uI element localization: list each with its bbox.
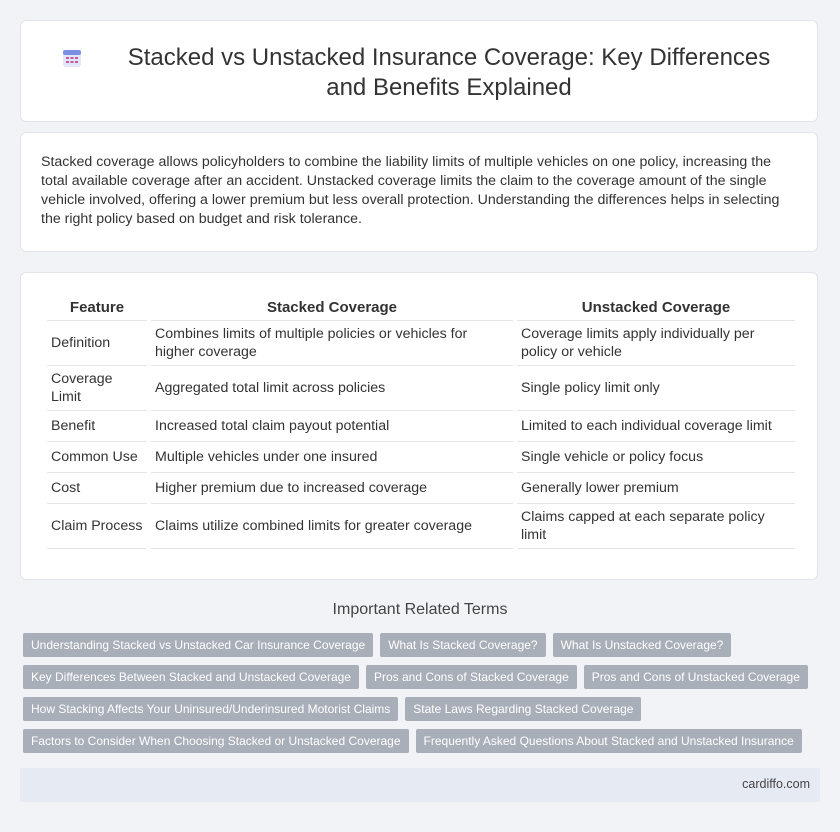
column-header: Feature <box>47 293 147 321</box>
tag-row <box>23 697 823 721</box>
related-term-tag[interactable]: What Is Stacked Coverage? <box>380 633 545 657</box>
table-cell: Higher premium due to increased coverage <box>151 473 513 504</box>
table-cell: Combines limits of multiple policies or vehicles for higher coverage <box>151 321 513 366</box>
table-header-row <box>47 293 795 321</box>
related-term-tag[interactable]: What Is Unstacked Coverage? <box>553 633 732 657</box>
related-term-tag[interactable]: Understanding Stacked vs Unstacked Car Insurance Coverage <box>23 633 373 657</box>
tag-row <box>23 633 823 657</box>
table-row <box>47 473 795 504</box>
tag-row <box>23 729 823 753</box>
footer <box>20 768 820 802</box>
table-row <box>47 411 795 442</box>
table-cell: Generally lower premium <box>517 473 795 504</box>
related-term-tag[interactable]: How Stacking Affects Your Uninsured/Underinsured Motorist Claims <box>23 697 398 721</box>
table-cell: Limited to each individual coverage limit <box>517 411 795 442</box>
related-terms-list <box>23 633 823 761</box>
table-cell: Definition <box>47 321 147 366</box>
related-term-tag[interactable]: Key Differences Between Stacked and Unstacked Coverage <box>23 665 359 689</box>
related-term-tag[interactable]: Pros and Cons of Unstacked Coverage <box>584 665 808 689</box>
column-header: Stacked Coverage <box>151 293 513 321</box>
table-cell: Single policy limit only <box>517 366 795 411</box>
page-title: Stacked vs Unstacked Insurance Coverage: Key Differences and Benefits Explained <box>127 44 771 101</box>
table-cell: Single vehicle or policy focus <box>517 442 795 473</box>
table-cell: Benefit <box>47 411 147 442</box>
table-row <box>47 321 795 366</box>
comparison-table <box>43 293 799 549</box>
related-term-tag[interactable]: Factors to Consider When Choosing Stacked or Unstacked Coverage <box>23 729 409 753</box>
comparison-card <box>20 272 818 580</box>
tag-row <box>23 665 823 689</box>
table-cell: Claim Process <box>47 504 147 549</box>
table-cell: Coverage limits apply individually per policy or vehicle <box>517 321 795 366</box>
table-cell: Multiple vehicles under one insured <box>151 442 513 473</box>
related-term-tag[interactable]: Pros and Cons of Stacked Coverage <box>366 665 577 689</box>
related-terms-heading: Important Related Terms <box>332 601 508 618</box>
related-term-tag[interactable]: State Laws Regarding Stacked Coverage <box>405 697 641 721</box>
table-cell: Common Use <box>47 442 147 473</box>
table-row <box>47 442 795 473</box>
table-cell: Aggregated total limit across policies <box>151 366 513 411</box>
table-cell: Coverage Limit <box>47 366 147 411</box>
column-header: Unstacked Coverage <box>517 293 795 321</box>
table-cell: Increased total claim payout potential <box>151 411 513 442</box>
related-term-tag[interactable]: Frequently Asked Questions About Stacked and Unstacked Insurance <box>416 729 802 753</box>
table-row <box>47 366 795 411</box>
table-row <box>47 504 795 549</box>
site-link[interactable]: cardiffo.com <box>742 777 810 791</box>
table-cell: Cost <box>47 473 147 504</box>
table-cell: Claims capped at each separate policy limit <box>517 504 795 549</box>
title-card <box>20 20 818 122</box>
intro-card <box>20 132 818 252</box>
intro-paragraph: Stacked coverage allows policyholders to combine the liability limits of multiple vehicles on one policy, increasing the total available coverage after an accident. Unstacked coverage limits the claim to the coverage amount of the single vehicle involved, offering a lower premium but less overall protection. Understanding the differences helps in selecting the right policy based on budget and risk tolerance. <box>41 154 780 227</box>
table-cell: Claims utilize combined limits for greater coverage <box>151 504 513 549</box>
